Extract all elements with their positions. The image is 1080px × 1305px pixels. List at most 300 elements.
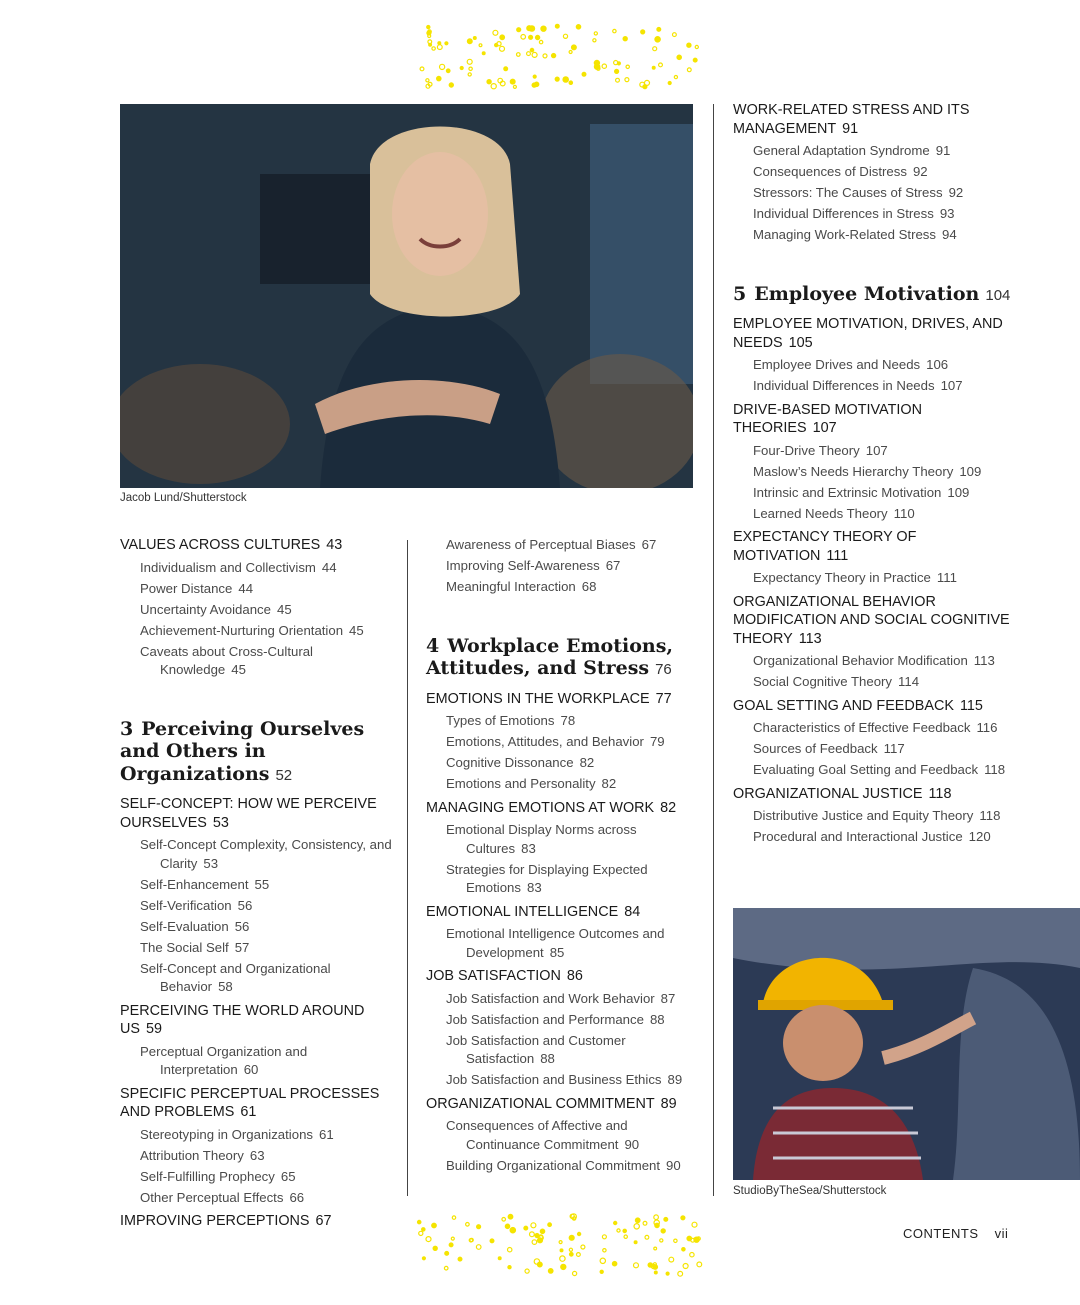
toc-subsection	[753, 442, 1018, 461]
decorative-dot	[560, 1249, 563, 1252]
decorative-dot	[612, 1262, 616, 1266]
chapter-title: Workplace Emotions, Attitudes, and Stress	[426, 634, 674, 679]
decorative-dot	[602, 64, 606, 68]
decorative-dot	[502, 1218, 506, 1222]
subsection-title: Stereotyping in Organizations	[140, 1126, 314, 1142]
chapter-number: 4	[426, 634, 440, 657]
page-number: 114	[898, 674, 920, 689]
decorative-dot	[532, 1240, 537, 1245]
decorative-dot	[490, 1239, 494, 1243]
decorative-dot	[697, 1262, 702, 1267]
toc-subsection	[140, 601, 395, 620]
decorative-dot	[440, 64, 445, 69]
page-number: 58	[218, 979, 233, 994]
decorative-dot	[576, 25, 580, 29]
toc-subsection	[140, 1126, 395, 1145]
toc-section	[733, 593, 1018, 649]
toc-section	[733, 697, 1018, 716]
subsection-title: Cognitive Dissonance	[446, 755, 574, 770]
subsection-title: Meaningful Interaction	[446, 579, 576, 594]
page-number: 76	[655, 661, 672, 678]
decorative-dot	[677, 55, 681, 59]
toc-section	[426, 1095, 701, 1114]
decorative-dot	[569, 81, 572, 84]
decorative-dot	[573, 1271, 577, 1275]
decorative-dot	[563, 77, 568, 82]
page-number: 90	[666, 1157, 681, 1173]
decorative-dot	[437, 76, 441, 80]
decorative-dot	[572, 45, 577, 50]
page-number: 53	[212, 814, 229, 831]
decorative-dot	[498, 1257, 501, 1260]
decorative-dot	[446, 69, 450, 73]
toc-subsection	[446, 557, 701, 576]
page-number: 118	[979, 808, 1001, 823]
decorative-dot	[634, 1241, 637, 1244]
photo-construction-worker-graphic	[733, 908, 1080, 1180]
section-title: WORK-RELATED STRESS AND ITS MANAGEMENT	[733, 102, 970, 137]
toc-subsection	[140, 1168, 395, 1187]
toc-subsection	[446, 861, 701, 898]
subsection-title: Job Satisfaction and Business Ethics	[446, 1072, 662, 1087]
decorative-dot	[508, 1214, 513, 1219]
decorative-dot	[451, 1237, 454, 1240]
toc-section	[120, 1085, 395, 1122]
page-number: 88	[540, 1051, 555, 1066]
decorative-dot	[532, 83, 536, 87]
decorative-dot	[578, 1232, 581, 1235]
photo-smiling-woman	[120, 104, 693, 488]
decorative-dot	[668, 82, 671, 85]
dot-pattern-bottom-graphic	[415, 1212, 705, 1278]
decorative-dot	[477, 1225, 481, 1229]
decorative-dot	[445, 1252, 449, 1256]
decorative-dot	[569, 1235, 574, 1240]
page-number: 105	[788, 334, 813, 351]
toc-subsection	[446, 1071, 701, 1090]
section-title: EMPLOYEE MOTIVATION, DRIVES, AND NEEDS	[733, 316, 1003, 351]
toc-column-2	[426, 536, 701, 1175]
decorative-dot	[623, 37, 627, 41]
decorative-dot	[536, 35, 540, 39]
toc-subsection	[446, 536, 701, 555]
toc-subsection	[753, 184, 1018, 203]
decorative-dot	[635, 1218, 640, 1223]
decorative-dot	[659, 63, 663, 67]
decorative-dot	[427, 26, 430, 29]
subsection-title: Perceptual Organization and Interpretation	[140, 1043, 308, 1077]
decorative-dot	[616, 78, 620, 82]
decorative-dot	[559, 1241, 562, 1244]
toc-subsection	[753, 226, 1018, 245]
subsection-title: Power Distance	[140, 580, 233, 596]
page-number: 109	[947, 484, 970, 500]
toc-section	[426, 799, 701, 818]
toc-subsection	[753, 356, 1018, 375]
page-number: 120	[968, 829, 991, 844]
decorative-dot	[479, 44, 482, 47]
page-number: 115	[959, 697, 983, 714]
decorative-dot	[695, 45, 698, 48]
toc-subsection	[140, 960, 395, 997]
subsection-title: Uncertainty Avoidance	[140, 601, 271, 617]
decorative-dot	[569, 1248, 572, 1251]
page-number: 117	[883, 741, 905, 756]
toc-subsection	[753, 673, 1018, 692]
decorative-dot	[655, 1223, 659, 1227]
decorative-dot	[613, 29, 616, 32]
page-number: 63	[249, 1147, 265, 1163]
page-number: 44	[238, 580, 254, 596]
decorative-dot	[661, 1229, 665, 1233]
toc-section	[120, 1002, 395, 1039]
section-title: SELF-CONCEPT: HOW WE PERCEIVE OURSELVES	[120, 796, 377, 831]
toc-subsection	[446, 754, 701, 773]
toc-subsection	[140, 643, 395, 680]
section-title: IMPROVING PERCEPTIONS	[120, 1213, 310, 1229]
subsection-title: Organizational Behavior Modification	[753, 653, 968, 668]
decorative-dot	[555, 77, 559, 81]
decorative-dot	[422, 1228, 425, 1231]
decorative-dot	[493, 30, 498, 35]
page-number: 91	[842, 120, 859, 137]
subsection-title: Self-Evaluation	[140, 918, 229, 934]
subsection-title: Job Satisfaction and Work Behavior	[446, 990, 655, 1006]
decorative-dot	[615, 69, 619, 73]
page-number: 116	[976, 720, 998, 735]
decorative-dot	[669, 1257, 674, 1262]
toc-subsection	[140, 1147, 395, 1166]
decorative-dot	[426, 1237, 431, 1242]
decorative-dot	[541, 26, 546, 31]
decorative-dot	[687, 68, 691, 72]
toc-subsection	[753, 740, 1018, 759]
subsection-title: Self-Verification	[140, 897, 232, 913]
subsection-title: Emotional Intelligence Outcomes and Development	[446, 926, 665, 960]
decorative-dot	[432, 1223, 437, 1228]
toc-subsection	[446, 1011, 701, 1030]
decorative-dot	[657, 28, 661, 32]
decorative-dot	[460, 67, 463, 70]
toc-subsection	[753, 569, 1018, 588]
toc-section	[733, 528, 1018, 565]
page-number: 83	[526, 880, 542, 895]
decorative-dot	[664, 1218, 668, 1222]
section-title: PERCEIVING THE WORLD AROUND US	[120, 1002, 365, 1037]
decorative-dot	[660, 1239, 663, 1242]
decorative-dot	[634, 1263, 639, 1268]
decorative-dot	[449, 1243, 453, 1247]
decorative-dot	[643, 1221, 647, 1225]
subsection-title: Maslow’s Needs Hierarchy Theory	[753, 463, 954, 479]
toc-subsection	[753, 719, 1018, 738]
footer-label: CONTENTS	[903, 1226, 979, 1241]
subsection-title: Consequences of Distress	[753, 164, 907, 179]
decorative-dot	[527, 52, 531, 56]
page-number: 79	[649, 734, 665, 749]
decorative-dot	[653, 47, 657, 51]
section-title: GOAL SETTING AND FEEDBACK	[733, 697, 954, 714]
decorative-dot	[552, 54, 556, 58]
decorative-dot	[683, 1264, 688, 1269]
toc-subsection	[753, 505, 1018, 524]
page-number: 111	[936, 570, 957, 585]
page-number: 104	[985, 286, 1011, 304]
page-number: 83	[521, 840, 536, 856]
footer-page-number: vii	[994, 1226, 1009, 1241]
page-number: 86	[566, 968, 583, 984]
chapter-number: 3	[120, 717, 134, 740]
section-title: EMOTIONS IN THE WORKPLACE	[426, 690, 650, 707]
decorative-dot	[594, 32, 597, 35]
decorative-dot	[426, 79, 429, 82]
decorative-dot	[524, 1226, 528, 1230]
decorative-dot	[600, 1270, 603, 1273]
decorative-dot	[681, 1216, 685, 1220]
decorative-dot	[626, 65, 629, 68]
decorative-dot	[449, 83, 453, 87]
decorative-dot	[581, 1245, 585, 1249]
decorative-dot	[655, 37, 660, 42]
section-title: JOB SATISFACTION	[426, 968, 561, 984]
decorative-dot	[529, 35, 533, 39]
dot-pattern-bottom	[415, 1212, 705, 1278]
page-number: 53	[203, 855, 219, 871]
page-number: 43	[326, 537, 343, 553]
toc-section	[733, 785, 1018, 804]
decorative-dot	[513, 85, 516, 88]
subsection-title: Job Satisfaction and Customer Satisfaction	[446, 1032, 626, 1066]
decorative-dot	[569, 51, 572, 54]
toc-section	[120, 795, 395, 832]
page-number: 89	[660, 1095, 677, 1112]
subsection-title: Types of Emotions	[446, 713, 555, 728]
toc-subsection	[753, 761, 1018, 780]
subsection-title: Awareness of Perceptual Biases	[446, 537, 636, 552]
decorative-dot	[652, 66, 655, 69]
page-number: 113	[973, 653, 995, 668]
toc-subsection	[753, 205, 1018, 224]
toc-subsection	[446, 733, 701, 752]
page-number: 113	[798, 630, 822, 647]
decorative-dot	[577, 1253, 581, 1257]
decorative-dot	[476, 1245, 481, 1250]
decorative-dot	[428, 35, 431, 38]
decorative-dot	[508, 1248, 512, 1252]
page-number: 118	[984, 762, 1006, 777]
toc-subsection	[140, 1189, 395, 1208]
page-number: 57	[234, 939, 250, 955]
page-number: 82	[579, 755, 595, 770]
column-divider	[713, 104, 714, 1196]
decorative-dot	[510, 1228, 515, 1233]
page-number: 107	[812, 420, 837, 436]
page-number: 107	[865, 442, 888, 458]
photo-smiling-woman-graphic	[120, 104, 693, 488]
decorative-dot	[420, 67, 424, 71]
page-number: 65	[280, 1168, 296, 1184]
subsection-title: Individual Differences in Stress	[753, 206, 934, 221]
decorative-dot	[517, 28, 521, 32]
section-title: ORGANIZATIONAL JUSTICE	[733, 785, 923, 802]
decorative-dot	[532, 52, 537, 57]
page-number: 68	[581, 579, 597, 594]
toc-subsection	[446, 925, 701, 962]
decorative-dot	[600, 1258, 605, 1263]
decorative-dot	[469, 1239, 472, 1242]
page-number: 45	[231, 662, 246, 677]
decorative-dot	[624, 1235, 627, 1238]
subsection-title: Procedural and Interactional Justice	[753, 829, 963, 844]
decorative-dot	[641, 30, 645, 34]
toc-subsection	[446, 1117, 701, 1154]
toc-subsection	[140, 622, 395, 641]
toc-subsection	[446, 1032, 701, 1069]
decorative-dot	[530, 48, 533, 51]
page-number: 45	[349, 622, 364, 638]
section-title: MANAGING EMOTIONS AT WORK	[426, 799, 655, 816]
decorative-dot	[690, 1253, 694, 1257]
decorative-dot	[543, 54, 547, 58]
page-number: 67	[605, 558, 621, 573]
decorative-dot	[482, 52, 485, 55]
page-number: 55	[254, 876, 270, 892]
toc-subsection	[753, 484, 1018, 503]
decorative-dot	[452, 1216, 455, 1219]
subsection-title: Characteristics of Effective Feedback	[753, 720, 971, 735]
decorative-dot	[555, 24, 559, 28]
decorative-dot	[429, 43, 432, 46]
subsection-title: Self-Enhancement	[140, 876, 249, 892]
decorative-dot	[593, 39, 596, 42]
toc-section	[733, 315, 1018, 352]
decorative-dot	[469, 67, 472, 70]
subsection-title: Evaluating Goal Setting and Feedback	[753, 762, 979, 777]
decorative-dot	[467, 59, 472, 64]
page-number: 66	[289, 1189, 305, 1205]
page-number: 78	[560, 713, 576, 728]
section-title: EXPECTANCY THEORY OF MOTIVATION	[733, 529, 917, 564]
subsection-title: Distributive Justice and Equity Theory	[753, 808, 974, 823]
page-number: 92	[912, 164, 928, 179]
section-title: ORGANIZATIONAL COMMITMENT	[426, 1095, 655, 1112]
page-number: 56	[237, 897, 253, 913]
decorative-dot	[625, 78, 629, 82]
decorative-dot	[563, 34, 567, 38]
toc-subsection	[140, 580, 395, 599]
toc-subsection	[753, 163, 1018, 182]
toc-subsection	[753, 377, 1018, 396]
decorative-dot	[673, 33, 677, 37]
subsection-title: Self-Concept and Organizational Behavior	[140, 960, 331, 994]
subsection-title: Emotional Display Norms across Cultures	[446, 822, 637, 856]
toc-subsection	[140, 939, 395, 958]
toc-section	[120, 1212, 395, 1231]
page-number: 84	[624, 903, 641, 920]
decorative-dot	[533, 75, 536, 78]
subsection-title: Expectancy Theory in Practice	[753, 570, 931, 585]
toc-subsection	[446, 712, 701, 731]
page-number: 61	[319, 1126, 334, 1142]
page-footer	[903, 1226, 1008, 1241]
column-divider	[407, 540, 408, 1196]
page-number: 82	[660, 799, 677, 816]
page-number: 109	[959, 463, 982, 479]
decorative-dot	[623, 1229, 626, 1232]
page-number: 61	[240, 1104, 257, 1120]
page-number: 77	[655, 690, 672, 707]
page-number: 56	[234, 918, 250, 934]
photo-credit: Jacob Lund/Shutterstock	[120, 492, 247, 504]
chapter-number: 5	[733, 282, 747, 305]
decorative-dot	[666, 1272, 669, 1275]
toc-subsection	[753, 652, 1018, 671]
decorative-dot	[692, 1222, 697, 1227]
decorative-dot	[487, 80, 491, 84]
subsection-title: Learned Needs Theory	[753, 505, 888, 521]
decorative-dot	[473, 37, 476, 40]
decorative-dot	[437, 45, 442, 50]
page-number: 91	[935, 143, 951, 158]
decorative-dot	[570, 1253, 574, 1257]
toc-section	[426, 967, 701, 986]
dot-pattern-top-graphic	[415, 22, 705, 92]
page-number: 106	[926, 357, 949, 372]
photo-construction-worker	[733, 908, 1080, 1180]
decorative-dot	[614, 1221, 617, 1224]
chapter-heading	[120, 718, 395, 788]
decorative-dot	[654, 1271, 657, 1274]
toc-subsection	[753, 142, 1018, 161]
decorative-dot	[674, 76, 677, 79]
subsection-title: Managing Work-Related Stress	[753, 227, 936, 242]
toc-subsection	[446, 821, 701, 858]
subsection-title: Social Cognitive Theory	[753, 674, 893, 689]
subsection-title: Self-Concept Complexity, Consistency, and Clarity	[140, 837, 392, 871]
decorative-dot	[682, 1248, 685, 1251]
chapter-heading	[733, 283, 1018, 308]
decorative-dot	[527, 26, 532, 31]
dot-pattern-top	[415, 22, 705, 92]
decorative-dot	[531, 1223, 536, 1228]
subsection-title: Building Organizational Commitment	[446, 1157, 661, 1173]
decorative-dot	[445, 42, 448, 45]
decorative-dot	[438, 42, 441, 45]
decorative-dot	[419, 1231, 423, 1235]
decorative-dot	[521, 35, 526, 40]
decorative-dot	[418, 1220, 421, 1223]
page-number: 44	[321, 559, 337, 575]
page-number: 45	[276, 601, 292, 617]
decorative-dot	[500, 35, 505, 40]
subsection-title: Other Perceptual Effects	[140, 1189, 284, 1205]
section-title: SPECIFIC PERCEPTUAL PROCESSES AND PROBLEMS	[120, 1085, 380, 1120]
decorative-dot	[617, 1229, 620, 1232]
section-title: EMOTIONAL INTELLIGENCE	[426, 903, 619, 920]
toc-section	[733, 101, 1018, 138]
subsection-title: General Adaptation Syndrome	[753, 143, 930, 158]
toc-column-1	[120, 536, 395, 1235]
toc-subsection	[753, 463, 1018, 482]
subsection-title: Consequences of Affective and Continuance Commitment	[446, 1118, 628, 1152]
subsection-title: Emotions and Personality	[446, 776, 596, 791]
chapter-title: Perceiving Ourselves and Others in Organizations	[120, 717, 365, 785]
subsection-title: Emotions, Attitudes, and Behavior	[446, 734, 644, 749]
page-number: 118	[928, 785, 952, 802]
toc-subsection	[140, 559, 395, 578]
subsection-title: Stressors: The Causes of Stress	[753, 185, 943, 200]
decorative-dot	[582, 72, 586, 76]
